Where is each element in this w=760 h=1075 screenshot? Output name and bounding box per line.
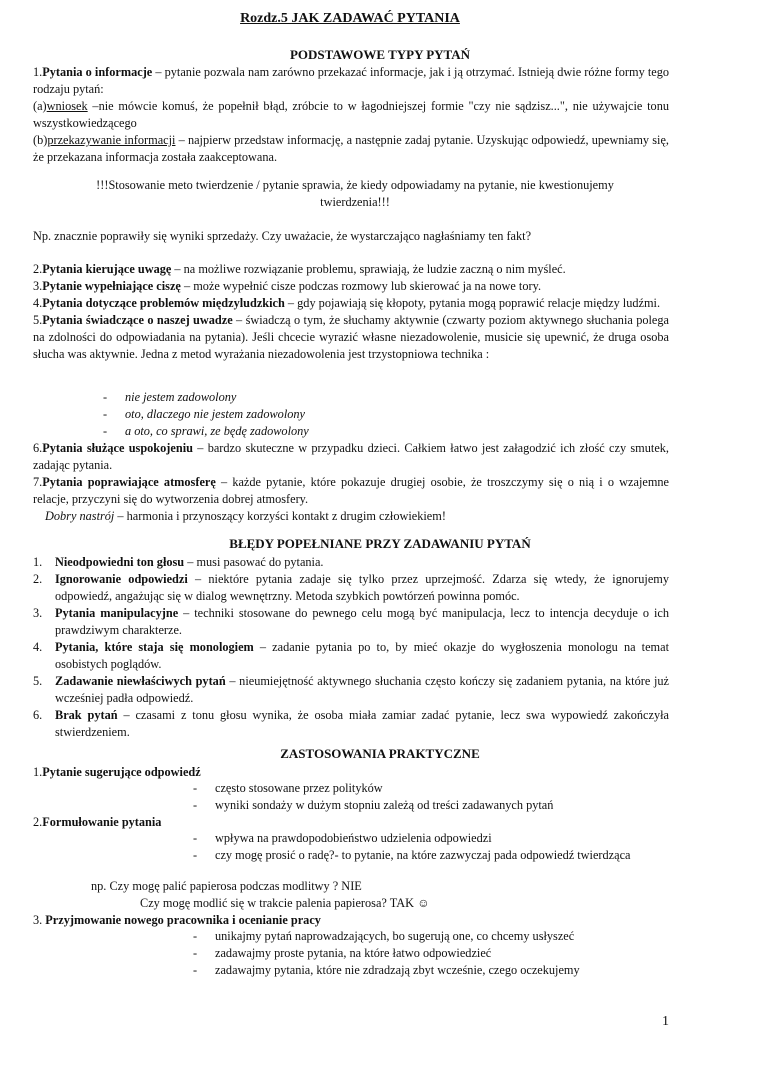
- practical-item-2-points: [193, 830, 669, 864]
- list-item: 2. Ignorowanie odpowiedzi – niektóre pytania zadaje się tylko przez uprzejmość. Zdarza się wtedy, że ignorujemy odpowiedź, angażując się w dialog wewnętrzny. Metoda szybkich powtórzeń powinna pomóc.: [33, 572, 669, 603]
- list-item: 4.Pytania dotyczące problemów międzyludzkich – gdy pojawiają się kłopoty, pytania mogą poprawić relacje między ludźmi.: [33, 296, 661, 310]
- three-step-technique: [103, 389, 309, 440]
- list-item: 1. Nieodpowiedni ton głosu – musi pasować do pytania.: [33, 555, 324, 569]
- section-heading-basic-types: PODSTAWOWE TYPY PYTAŃ: [289, 47, 471, 62]
- example-line-1: np. Czy mogę palić papierosa podczas modlitwy ? NIE: [91, 879, 362, 893]
- list-item: 6. Brak pytań – czasami z tonu głosu wynika, że osoba miała zamiar zadać pytanie, lecz swa wypowiedź zakończyła stwierdzeniem.: [33, 708, 669, 739]
- page-number: 1: [662, 1014, 669, 1029]
- list-item: 5. Zadawanie niewłaściwych pytań – nieumiejętność aktywnego słuchania często kończy się zadaniem pytania, na które już wcześniej padła odpowiedź.: [33, 674, 669, 705]
- list-item: - czy mogę prosić o radę?- to pytanie, na które zazwyczaj pada odpowiedź twierdząca: [193, 848, 631, 862]
- list-item: 5.Pytania świadczące o naszej uwadze – świadczą o tym, że słuchamy aktywnie (czwarty poziom aktywnego słuchania polega na zdolności do odpowiadania na pytania). Jeśli chcecie wyrazić własne niezadowolenie, musicie się upewnić, że druga osoba słucha was aktywnie. Jedna z metod wyrażania niezadowolenia jest trzystopniowa technika :: [33, 313, 669, 361]
- list-item: - unikajmy pytań naprowadzających, bo sugerują one, co chcemy usłyszeć: [193, 929, 575, 943]
- list-item: - wpływa na prawdopodobieństwo udzielenia odpowiedzi: [193, 831, 492, 845]
- section-heading-mistakes: BŁĘDY POPEŁNIANE PRZY ZADAWANIU PYTAŃ: [229, 536, 531, 551]
- practical-item-1: 1.Pytanie sugerujące odpowiedź: [33, 765, 201, 779]
- list-item: 4. Pytania, które staja się monologiem – zadanie pytania po to, by mieć okazje do wygłoszenia monologu na temat osobistych poglądów.: [33, 640, 669, 671]
- practical-item-3-points: [193, 928, 669, 979]
- list-item: - zadawajmy proste pytania, na które łatwo odpowiedzieć: [193, 946, 492, 960]
- list-item: 2.Pytania kierujące uwagę – na możliwe rozwiązanie problemu, sprawiają, że ludzie zaczną o nim myśleć.: [33, 262, 566, 276]
- list-item: - zadawajmy pytania, które nie zdradzają zbyt wcześnie, czego oczekujemy: [193, 963, 580, 977]
- list-item: 6.Pytania służące uspokojeniu – bardzo skuteczne w przypadku dzieci. Całkiem łatwo jest załagodzić ich złość czy smutek, zadając pytania.: [33, 441, 669, 472]
- closing-line: Dobry nastrój – harmonia i przynoszący korzyści kontakt z drugim człowiekiem!: [45, 509, 446, 523]
- chapter-title: Rozdz.5 JAK ZADAWAĆ PYTANIA: [240, 11, 460, 26]
- question-types-list: [33, 261, 669, 363]
- practical-item-1-points: [193, 780, 669, 814]
- example-sentence: Np. znacznie poprawiły się wyniki sprzedaży. Czy uważacie, że wystarczająco nagłaśniamy ten fakt?: [33, 229, 532, 243]
- mistakes-list: [33, 554, 669, 741]
- question-types-list-cont: [33, 440, 669, 525]
- note-statement-question: !!!Stosowanie meto twierdzenie / pytanie sprawia, że kiedy odpowiadamy na pytanie, nie kwestionujemy twierdzenia!!!: [96, 178, 614, 209]
- list-item: - nie jestem zadowolony: [103, 390, 237, 404]
- list-item: - a oto, co sprawi, ze będę zadowolony: [103, 424, 309, 438]
- practical-item-3: 3. Przyjmowanie nowego pracownika i ocenianie pracy: [33, 913, 321, 927]
- practical-item-2: 2.Formułowanie pytania: [33, 815, 162, 829]
- list-item: 3. Pytania manipulacyjne – techniki stosowane do pewnego celu mogą być manipulacja, lecz to intencja decyduje o ich prawdziwym charakterze.: [33, 606, 669, 637]
- paragraph-information-questions: 1.Pytania o informacje – pytanie pozwala nam zarówno przekazać informacje, jak i ją otrzymać. Istnieją dwie różne formy tego rodzaju pytań: (a)wniosek –nie mówcie komuś, że popełnił błąd, zróbcie to w łagodniejszej formie "czy nie sądzisz...", nie używajcie tonu wszystkowiedzącego (b)przekazywanie informacji – najpierw przedstaw informację, a następnie zadaj pytanie. Uzyskując odpowiedź, upewniamy się, że przekazana informacja została zaakceptowana.: [33, 65, 669, 164]
- list-item: - często stosowane przez polityków: [193, 781, 383, 795]
- list-item: - oto, dlaczego nie jestem zadowolony: [103, 407, 305, 421]
- section-heading-practical: ZASTOSOWANIA PRAKTYCZNE: [280, 746, 480, 761]
- list-item: 7.Pytania poprawiające atmosferę – każde pytanie, które pokazuje drugiej osobie, że troszczymy się o nią i o wzajemne relacje, przyczyni się do wytworzenia dobrej atmosfery.: [33, 475, 669, 506]
- list-item: 3.Pytanie wypełniające ciszę – może wypełnić cisze podczas rozmowy lub skierować ja na nowe tory.: [33, 279, 542, 293]
- list-item: - wyniki sondaży w dużym stopniu zależą od treści zadawanych pytań: [193, 798, 554, 812]
- example-line-2: Czy mogę modlić się w trakcie palenia papierosa? TAK ☺: [140, 896, 430, 910]
